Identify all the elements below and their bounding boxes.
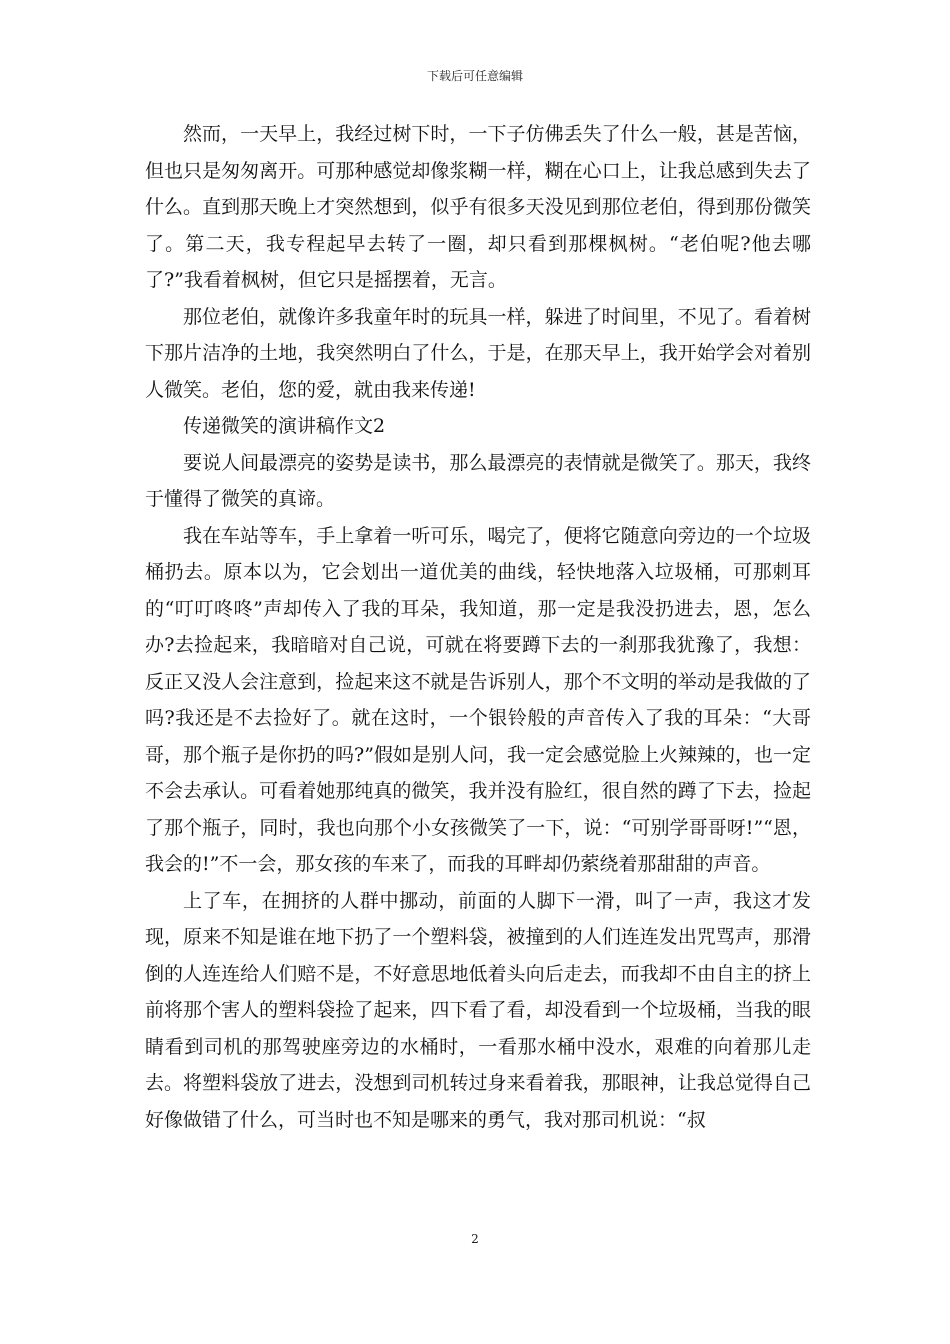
- section-heading: 传递微笑的演讲稿作文2: [183, 415, 386, 437]
- paragraph: 那位老伯，就像许多我童年时的玩具一样，躲进了时间里，不见了。看着树下那片洁净的土地，我突然明白了什么，于是，在那天早上，我开始学会对着别人微笑。老伯，您的爱，就由我来传递!: [145, 305, 811, 401]
- paragraph: 要说人间最漂亮的姿势是读书，那么最漂亮的表情就是微笑了。那天，我终于懂得了微笑的真谛。: [145, 451, 811, 510]
- body-text: [145, 116, 811, 1138]
- header-note: 下载后可任意编辑: [426, 69, 523, 83]
- page-number: 2: [471, 1232, 479, 1246]
- paragraph: 然而，一天早上，我经过树下时，一下子仿佛丢失了什么一般，甚是苦恼，但也只是匆匆离开。可那种感觉却像浆糊一样，糊在心口上，让我总感到失去了什么。直到那天晚上才突然想到，似乎有很多天没见到那位老伯，得到那份微笑了。第二天，我专程起早去转了一圈，却只看到那棵枫树。“老伯呢?他去哪了?”我看着枫树，但它只是摇摆着，无言。: [145, 123, 811, 291]
- paragraph: 上了车，在拥挤的人群中挪动，前面的人脚下一滑，叫了一声，我这才发现，原来不知是谁在地下扔了一个塑料袋，被撞到的人们连连发出咒骂声，那滑倒的人连连给人们赔不是，不好意思地低着头向后走去，而我却不由自主的挤上前将那个害人的塑料袋捡了起来，四下看了看，却没看到一个垃圾桶，当我的眼睛看到司机的那驾驶座旁边的水桶时，一看那水桶中没水，艰难的向着那儿走去。将塑料袋放了进去，没想到司机转过身来看着我，那眼神，让我总觉得自己好像做错了什么，可当时也不知是哪来的勇气，我对那司机说：“叔: [145, 889, 811, 1131]
- paragraph: 我在车站等车，手上拿着一听可乐，喝完了，便将它随意向旁边的一个垃圾桶扔去。原本以为，它会划出一道优美的曲线，轻快地落入垃圾桶，可那刺耳的“叮叮咚咚”声却传入了我的耳朵，我知道，那一定是我没扔进去，恩，怎么办?去捡起来，我暗暗对自己说，可就在将要蹲下去的一刹那我犹豫了，我想：反正又没人会注意到，捡起来这不就是告诉别人，那个不文明的举动是我做的了吗?我还是不去捡好了。就在这时，一个银铃般的声音传入了我的耳朵：“大哥哥，那个瓶子是你扔的吗?”假如是别人问，我一定会感觉脸上火辣辣的，也一定不会去承认。可看着她那纯真的微笑，我并没有脸红，很自然的蹲了下去，捡起了那个瓶子，同时，我也向那个小女孩微笑了一下，说：“可别学哥哥呀!”“恩，我会的!”不一会，那女孩的车来了，而我的耳畔却仍萦绕着那甜甜的声音。: [145, 524, 811, 875]
